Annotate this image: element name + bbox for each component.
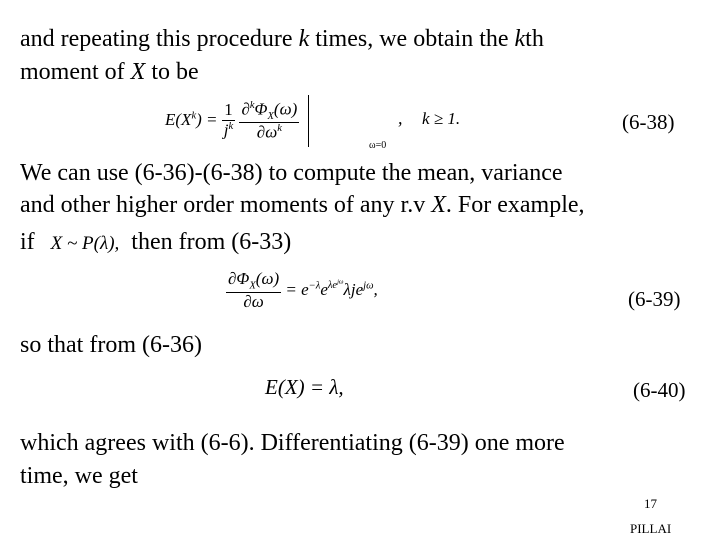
paragraph-4-line-1: which agrees with (6-6). Differentiating (6-39) one more	[20, 430, 565, 456]
text-span: th	[525, 26, 544, 52]
eq38-condition: k ≥ 1.	[422, 109, 461, 128]
paragraph-3-line-1: so that from (6-36)	[20, 332, 202, 358]
paragraph-1-line-1	[20, 24, 544, 55]
text-span: to be	[145, 59, 199, 85]
text-span: k	[298, 26, 310, 52]
paragraph-2-line-2	[20, 190, 585, 221]
eq38-evaluation: ω=0	[369, 140, 387, 151]
equation-number-6-38: (6-38)	[622, 110, 675, 134]
text-span: X	[130, 59, 146, 85]
paragraph-4-line-2: time, we get	[20, 463, 138, 489]
author-footer: PILLAI	[630, 521, 672, 536]
paragraph-1-line-2	[20, 57, 199, 88]
text-span: then from (6-33)	[131, 229, 292, 255]
text-span: moment of	[20, 59, 131, 85]
paragraph-2-line-3	[20, 227, 291, 259]
text-span: times, we obtain the	[309, 26, 515, 52]
eq38-comma: ,	[398, 108, 403, 128]
text-span: if	[20, 229, 35, 255]
equation-number-6-39: (6-39)	[628, 287, 681, 311]
page-number: 17	[644, 496, 657, 511]
equation-number-6-40: (6-40)	[633, 378, 686, 402]
equation-6-40: E(X) = λ,	[265, 375, 344, 399]
paragraph-2-line-1: We can use (6-36)-(6-38) to compute the mean, variance	[20, 160, 563, 186]
equation-6-39: $\frac{\partial\Phi_X(\omega)}{\partial\omega}$ = $e^{-\lambda}e^{\lambda e^{j\omega}}\lambda je^{j\omega}$,	[228, 269, 378, 311]
inline-math-poisson: X ~ P(λ),	[50, 233, 120, 254]
text-span: . For example,	[445, 192, 585, 218]
text-span: k	[514, 26, 526, 52]
text-span: X	[431, 192, 446, 218]
text-span: and other higher order moments of any r.v	[20, 192, 432, 218]
equation-6-38: $E(X^k)$ = $\frac{1}{j^k}$ $\frac{\partial^k\Phi_X(\omega)}{\partial\omega^k}$	[165, 95, 309, 147]
text-span: and repeating this procedure	[20, 26, 299, 52]
